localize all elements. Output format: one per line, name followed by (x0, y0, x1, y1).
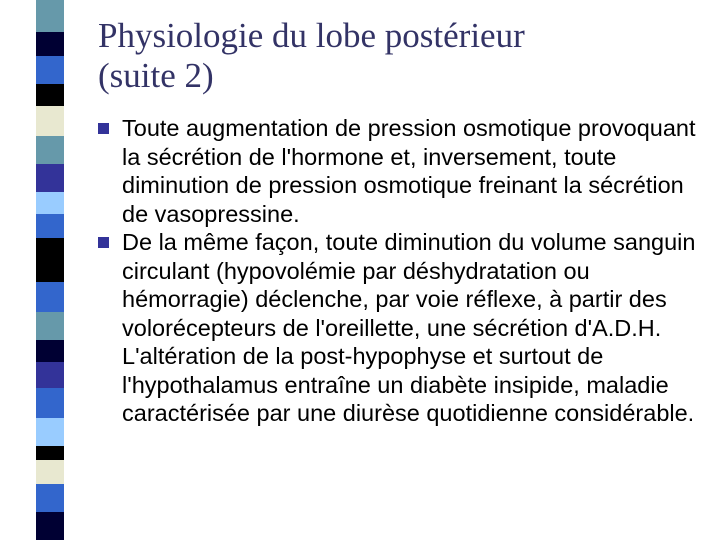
strip-block (36, 418, 64, 446)
strip-block (36, 484, 64, 512)
strip-block (36, 238, 64, 252)
strip-block (36, 106, 64, 136)
strip-block (36, 312, 64, 340)
slide-title-line1: Physiologie du lobe postérieur (98, 16, 525, 55)
strip-block (36, 340, 64, 362)
strip-block (36, 164, 64, 192)
square-bullet-icon (98, 123, 109, 134)
strip-block (36, 388, 64, 418)
strip-block (36, 84, 64, 106)
strip-block (36, 0, 64, 32)
slide-title-line2: (suite 2) (98, 56, 214, 95)
square-bullet-icon (98, 237, 109, 248)
strip-block (36, 362, 64, 388)
strip-block (36, 512, 64, 540)
bullet-list (98, 114, 708, 428)
strip-block (36, 32, 64, 56)
strip-block (36, 56, 64, 84)
strip-block (36, 446, 64, 460)
strip-block (36, 136, 64, 164)
decorative-color-strip (36, 0, 64, 540)
bullet-text: De la même façon, toute diminution du volume sanguin circulant (hypovolémie par déshydratation ou hémorragie) déclenche, par voie réflexe, à partir des volorécepteurs de l'oreillette, une sécrétion d'A.D.H. L'altération de la post-hypophyse et surtout de l'hypothalamus entraîne un diabète insipide, maladie caractérisée par une diurèse quotidienne considérable. (122, 229, 696, 426)
bullet-item (98, 114, 708, 228)
strip-block (36, 192, 64, 214)
slide-title (98, 16, 678, 96)
strip-block (36, 460, 64, 484)
bullet-text: Toute augmentation de pression osmotique provoquant la sécrétion de l'hormone et, inversement, toute diminution de pression osmotique freinant la sécrétion de vasopressine. (122, 115, 696, 227)
strip-block (36, 282, 64, 312)
bullet-item (98, 228, 708, 428)
strip-block (36, 214, 64, 238)
strip-block (36, 252, 64, 282)
